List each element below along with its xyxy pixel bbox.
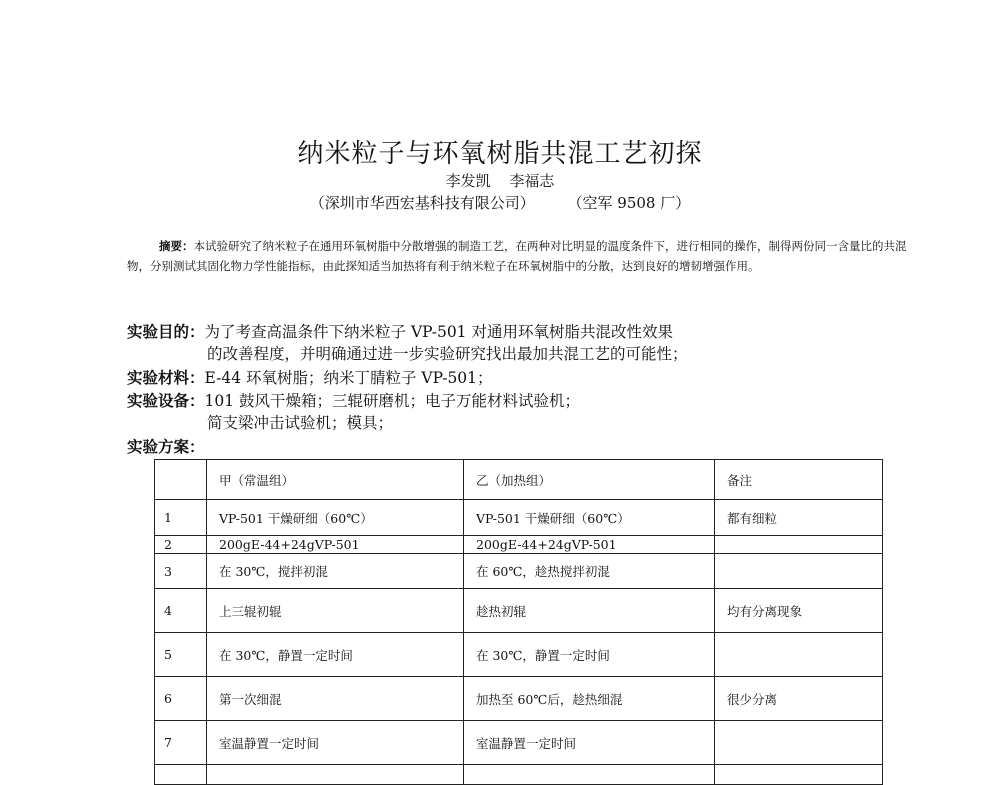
table-cell: 200gE-44+24gVP-501	[207, 536, 464, 554]
header-cell-group-b: 乙（加热组）	[464, 460, 715, 500]
table-cell: 加热至 60℃后，趁热细混	[464, 677, 715, 721]
table-cell: 上三辊初辊	[207, 589, 464, 633]
table-cell	[715, 554, 883, 589]
materials-text: E-44 环氧树脂；纳米丁腈粒子 VP-501；	[204, 369, 493, 387]
materials-label: 实验材料：	[127, 368, 205, 387]
table-cell: 室温静置一定时间	[207, 721, 464, 765]
table-row	[155, 500, 883, 536]
authors: 李发凯 李福志	[445, 172, 555, 190]
equipment-line1: 101 鼓风干燥箱；三辊研磨机；电子万能材料试验机；	[204, 392, 581, 410]
table-cell: 室温静置一定时间	[464, 721, 715, 765]
table-row	[155, 721, 883, 765]
abstract-label: 摘要：	[159, 239, 194, 253]
table-cell: 在 30℃，静置一定时间	[464, 633, 715, 677]
section-plan	[127, 436, 205, 458]
section-materials	[127, 367, 493, 389]
table-header-row	[155, 460, 883, 500]
section-equipment	[127, 390, 580, 434]
table-cell: 200gE-44+24gVP-501	[464, 536, 715, 554]
affiliation-primary: （深圳市华西宏基科技有限公司）	[309, 194, 535, 212]
abstract	[127, 236, 907, 276]
table-cell	[155, 765, 207, 785]
table-cell: VP-501 干燥研细（60℃）	[464, 500, 715, 536]
table-cell	[464, 765, 715, 785]
table-cell: 4	[155, 589, 207, 633]
purpose-label: 实验目的：	[127, 322, 205, 341]
table-cell	[715, 633, 883, 677]
equipment-label: 实验设备：	[127, 391, 205, 410]
table-row	[155, 554, 883, 589]
purpose-line2: 的改善程度，并明确通过进一步实验研究找出最加共混工艺的可能性；	[207, 345, 688, 363]
table-cell: 很少分离	[715, 677, 883, 721]
table-cell: 第一次细混	[207, 677, 464, 721]
table-cell: 2	[155, 536, 207, 554]
table-row	[155, 589, 883, 633]
header-cell-group-a: 甲（常温组）	[207, 460, 464, 500]
table-row	[155, 536, 883, 554]
table-cell: 7	[155, 721, 207, 765]
table-row	[155, 633, 883, 677]
header-cell-index	[155, 460, 207, 500]
table-cell: VP-501 干燥研细（60℃）	[207, 500, 464, 536]
table-cell: 在 30℃，静置一定时间	[207, 633, 464, 677]
table-cell	[715, 536, 883, 554]
equipment-line2: 简支梁冲击试验机；模具；	[207, 414, 394, 432]
table-row	[155, 677, 883, 721]
paper-title: 纳米粒子与环氧树脂共混工艺初探	[297, 139, 703, 169]
table-cell: 1	[155, 500, 207, 536]
header-cell-notes: 备注	[715, 460, 883, 500]
table-cell: 3	[155, 554, 207, 589]
table-row	[155, 765, 883, 785]
table-cell: 在 60℃，趁热搅拌初混	[464, 554, 715, 589]
table-cell	[715, 765, 883, 785]
plan-label: 实验方案：	[127, 437, 205, 456]
affiliation	[0, 192, 1000, 213]
purpose-line1: 为了考查高温条件下纳米粒子 VP-501 对通用环氧树脂共混改性效果	[204, 323, 673, 341]
abstract-text: 本试验研究了纳米粒子在通用环氧树脂中分散增强的制造工艺，在两种对比明显的温度条件下，进行相同的操作，制得两份同一含量比的共混物，分别测试其固化物力学性能指标，由此探知适当加热将有利于纳米粒子在环氧树脂中的分散，达到良好的增韧增强作用。	[127, 239, 907, 273]
table-cell: 趁热初辊	[464, 589, 715, 633]
table-cell: 均有分离现象	[715, 589, 883, 633]
table-cell: 都有细粒	[715, 500, 883, 536]
table-cell: 6	[155, 677, 207, 721]
affiliation-secondary: （空军 9508 厂）	[567, 194, 691, 212]
table-cell	[207, 765, 464, 785]
section-purpose	[127, 321, 688, 365]
experiment-plan-table	[154, 459, 883, 785]
table-cell: 5	[155, 633, 207, 677]
table-cell: 在 30℃，搅拌初混	[207, 554, 464, 589]
table-cell	[715, 721, 883, 765]
